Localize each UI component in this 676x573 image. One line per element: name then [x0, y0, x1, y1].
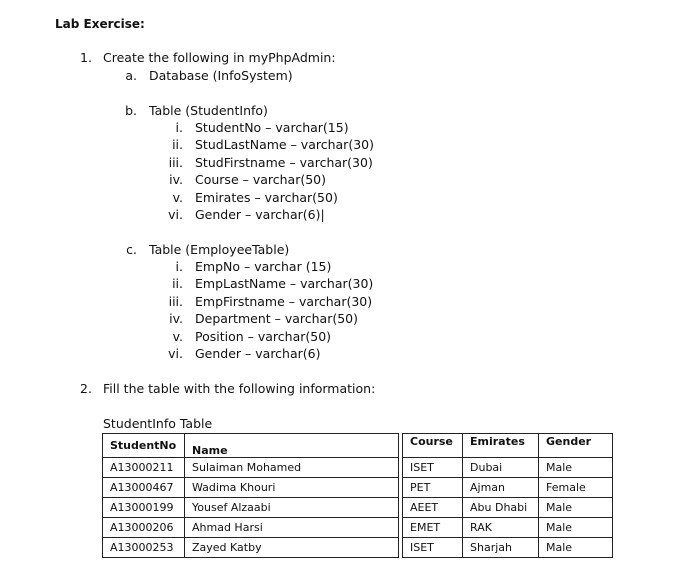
table-row	[103, 498, 613, 518]
studentinfo-field: StudLastName – varchar(30)	[195, 137, 374, 152]
column-header-emirates: Emirates	[463, 434, 539, 458]
table-row	[103, 538, 613, 558]
emirates-cell: Dubai	[463, 458, 539, 478]
studentno-cell: A13000199	[103, 498, 185, 518]
studentinfo-table	[102, 433, 613, 558]
document-heading: Lab Exercise:	[55, 17, 145, 31]
table-header-row	[103, 434, 613, 458]
subitem-a-text: Database (InfoSystem)	[149, 68, 293, 83]
employeetable-field-marker: iv.	[169, 311, 183, 326]
item-2-text: Fill the table with the following information:	[103, 381, 376, 396]
item-2-number: 2.	[80, 381, 92, 396]
employeetable-field: EmpNo – varchar (15)	[195, 259, 332, 274]
name-cell: Yousef Alzaabi	[185, 498, 399, 518]
employeetable-field-marker: vi.	[168, 346, 183, 361]
table-row	[103, 478, 613, 498]
table-caption: StudentInfo Table	[103, 416, 213, 431]
employeetable-field: Position – varchar(50)	[195, 329, 332, 344]
studentno-cell: A13000206	[103, 518, 185, 538]
studentinfo-field-marker: iv.	[169, 172, 183, 187]
gender-cell: Male	[539, 458, 613, 478]
item-1-text: Create the following in myPhpAdmin:	[103, 50, 336, 65]
studentinfo-field-marker: v.	[172, 190, 183, 205]
course-cell: EMET	[403, 518, 463, 538]
studentinfo-field: Emirates – varchar(50)	[195, 190, 338, 205]
table-row	[103, 458, 613, 478]
employeetable-field-marker: v.	[172, 329, 183, 344]
studentinfo-field-marker: iii.	[168, 155, 183, 170]
employeetable-field: EmpLastName – varchar(30)	[195, 276, 374, 291]
studentno-cell: A13000467	[103, 478, 185, 498]
employeetable-field: Gender – varchar(6)	[195, 346, 321, 361]
name-cell: Zayed Katby	[185, 538, 399, 558]
column-header-gender: Gender	[539, 434, 613, 458]
studentinfo-field: StudFirstname – varchar(30)	[195, 155, 373, 170]
table-row	[103, 518, 613, 538]
subitem-b-marker: b.	[125, 103, 137, 118]
studentinfo-field: Gender – varchar(6)|	[195, 207, 325, 222]
course-cell: ISET	[403, 458, 463, 478]
studentinfo-field: Course – varchar(50)	[195, 172, 327, 187]
name-cell: Ahmad Harsi	[185, 518, 399, 538]
studentno-cell: A13000211	[103, 458, 185, 478]
gender-cell: Male	[539, 518, 613, 538]
employeetable-field-marker: i.	[175, 259, 183, 274]
column-header-course: Course	[403, 434, 463, 458]
name-cell: Wadima Khouri	[185, 478, 399, 498]
subitem-c-text: Table (EmployeeTable)	[149, 242, 290, 257]
studentinfo-field: StudentNo – varchar(15)	[195, 120, 349, 135]
name-cell: Sulaiman Mohamed	[185, 458, 399, 478]
emirates-cell: RAK	[463, 518, 539, 538]
studentno-cell: A13000253	[103, 538, 185, 558]
employeetable-field: Department – varchar(50)	[195, 311, 359, 326]
emirates-cell: Abu Dhabi	[463, 498, 539, 518]
emirates-cell: Ajman	[463, 478, 539, 498]
gender-cell: Male	[539, 538, 613, 558]
gender-cell: Male	[539, 498, 613, 518]
studentinfo-field-marker: vi.	[168, 207, 183, 222]
emirates-cell: Sharjah	[463, 538, 539, 558]
column-header-studentno: StudentNo	[103, 434, 185, 458]
subitem-a-marker: a.	[125, 68, 137, 83]
employeetable-field-marker: iii.	[168, 294, 183, 309]
subitem-c-marker: c.	[126, 242, 137, 257]
employeetable-field-marker: ii.	[172, 276, 183, 291]
studentinfo-field-marker: i.	[175, 120, 183, 135]
subitem-b-text: Table (StudentInfo)	[149, 103, 268, 118]
course-cell: ISET	[403, 538, 463, 558]
course-cell: AEET	[403, 498, 463, 518]
employeetable-field: EmpFirstname – varchar(30)	[195, 294, 373, 309]
column-header-name: Name	[185, 434, 399, 458]
gender-cell: Female	[539, 478, 613, 498]
item-1-number: 1.	[80, 50, 92, 65]
studentinfo-field-marker: ii.	[172, 137, 183, 152]
course-cell: PET	[403, 478, 463, 498]
